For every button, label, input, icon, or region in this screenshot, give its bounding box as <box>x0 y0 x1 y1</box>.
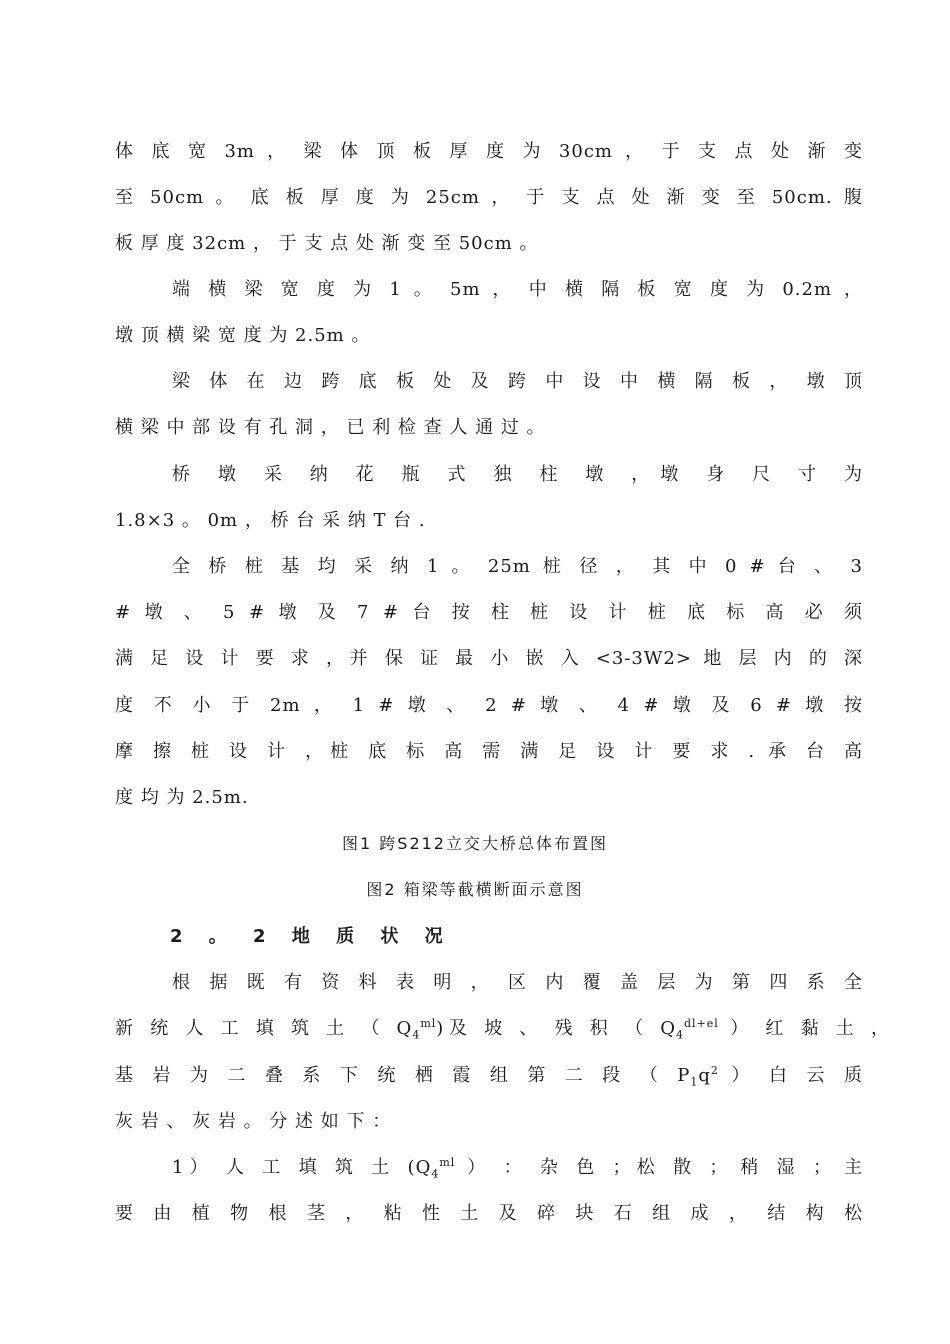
body-text-line: 全 桥 桩 基 均 采 纳 1 。 25m 桩 径 ， 其 中 0 # 台 、 3 <box>172 556 863 577</box>
body-text-line: 墩 顶 横 梁 宽 度 为 2.5m 。 <box>115 325 371 346</box>
section-heading: 2 。 2 地 质 状 况 <box>170 926 453 947</box>
body-text-line: 根 据 既 有 资 料 表 明 ， 区 内 覆 盖 层 为 第 四 系 全 <box>172 972 863 993</box>
body-text-line: # 墩 、 5 # 墩 及 7 # 台 按 柱 桩 设 计 桩 底 标 高 必 须 <box>115 602 863 623</box>
body-text-line: 体 底 宽 3m ， 梁 体 顶 板 厚 度 为 30cm ， 于 支 点 处 渐 变 <box>115 141 863 162</box>
body-text-line: 端 横 梁 宽 度 为 1 。 5m ， 中 横 隔 板 宽 度 为 0.2m ， <box>172 279 863 300</box>
figure-caption: 图1 跨S212立交大桥总体布置图 <box>342 834 608 853</box>
body-text-line: 摩 擦 桩 设 计 ，桩 底 标 高 需 满 足 设 计 要 求 . 承 台 高 <box>115 741 863 762</box>
body-text-line: 至 50cm 。 底 板 厚 度 为 25cm ， 于 支 点 处 渐 变 至 50cm. 腹 <box>115 187 863 208</box>
body-text-line: 度 均 为 2.5m. <box>115 787 249 808</box>
body-text-line: 度 不 小 于 2m ， 1 # 墩 、 2 # 墩 、 4 # 墩 及 6 # 墩 按 <box>115 695 863 716</box>
body-text-line: 板 厚 度 32cm ， 于 支 点 处 渐 变 至 50cm 。 <box>115 233 539 254</box>
body-text-line: 梁 体 在 边 跨 底 板 处 及 跨 中 设 中 横 隔 板 ， 墩 顶 <box>172 371 863 392</box>
body-text-line: 基 岩 为 二 叠 系 下 统 栖 霞 组 第 二 段 （ $P_1q^2$ ） 白 云 质 <box>115 1064 863 1089</box>
body-text-line: 新 统 人 工 填 筑 土 （ $Q_4^{ml}$)及 坡 、 残 积 （ $Q_4^{dl+el}$ ） 红 黏 土 ， <box>115 1017 890 1042</box>
body-text-line: 横 梁 中 部 设 有 孔 洞 ， 已 利 检 查 人 通 过 。 <box>115 417 546 438</box>
body-text-line: 灰 岩 、 灰 岩 。 分 述 如 下 ： <box>115 1111 392 1132</box>
body-text-line: 要 由 植 物 根 茎 ， 粘 性 土 及 碎 块 石 组 成 ， 结 构 松 <box>115 1203 863 1224</box>
body-text-line: 1） 人 工 填 筑 土 ($Q_4^{ml}$ ） ： 杂 色 ；松 散 ； 稍 湿 ； 主 <box>172 1156 863 1181</box>
body-text-line: 满 足 设 计 要 求 ，并 保 证 最 小 嵌 入 <3-3W2> 地 层 内 的 深 <box>115 648 863 669</box>
figure-caption: 图2 箱梁等截横断面示意图 <box>366 880 584 899</box>
body-text-line: 桥 墩 采 纳 花 瓶 式 独 柱 墩 ，墩 身 尺 寸 为 <box>172 464 863 485</box>
body-text-line: 1.8×3 。 0m ， 桥 台 采 纳 T 台 . <box>115 510 426 531</box>
